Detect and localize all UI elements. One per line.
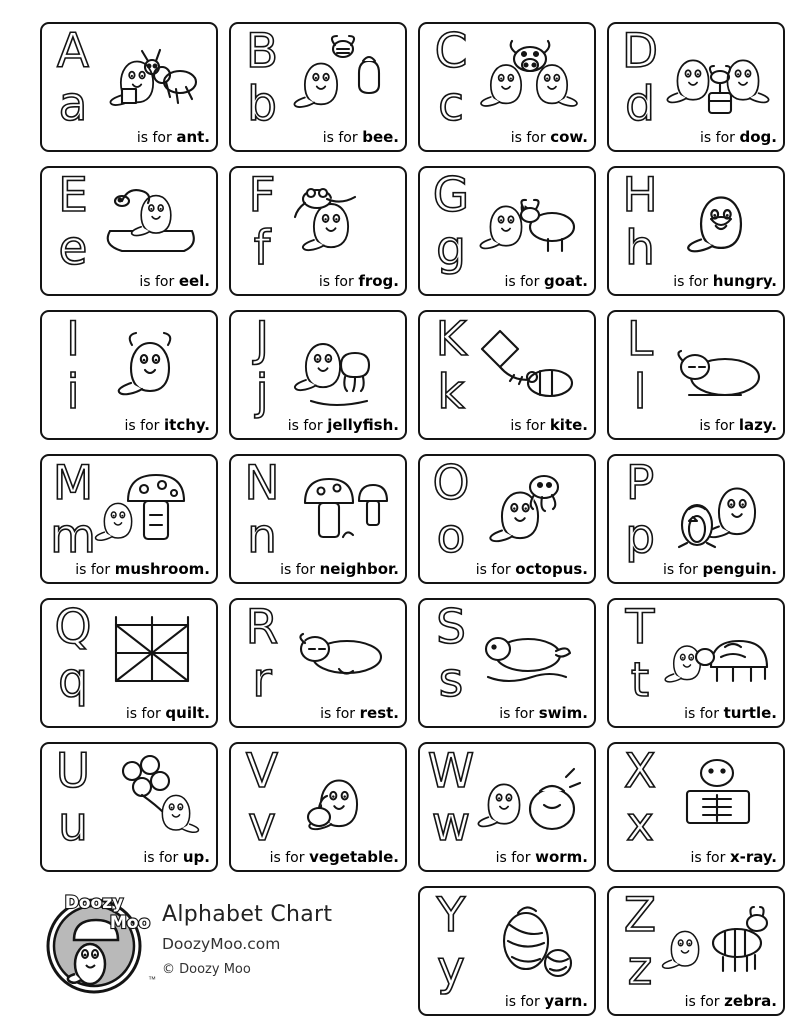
vegetable-illustration: [281, 747, 401, 847]
caption-word: vegetable.: [309, 848, 399, 866]
lowercase-letter: i: [66, 365, 80, 420]
alphabet-card-g: [418, 166, 596, 296]
card-caption: [613, 704, 777, 722]
alphabet-card-y: [418, 886, 596, 1016]
card-caption: [235, 704, 399, 722]
letter-pair: [50, 312, 96, 426]
caption-prefix: is for: [125, 706, 161, 722]
dog-illustration: [659, 27, 779, 127]
lowercase-letter: g: [436, 221, 466, 276]
uppercase-letter: M: [52, 456, 94, 511]
uppercase-letter: C: [434, 24, 468, 79]
yarn-illustration: [470, 891, 590, 991]
uppercase-letter: K: [435, 312, 467, 367]
uppercase-letter: G: [432, 168, 470, 223]
penguin-illustration: [659, 459, 779, 559]
alphabet-card-u: [40, 742, 218, 872]
doozy-moo-logo: [34, 882, 154, 1000]
caption-prefix: is for: [504, 274, 540, 290]
up-illustration: [92, 747, 212, 847]
caption-word: lazy.: [738, 416, 777, 434]
caption-prefix: is for: [510, 130, 546, 146]
mushroom-illustration: [92, 459, 212, 559]
lowercase-letter: k: [437, 365, 465, 420]
caption-word: penguin.: [702, 560, 777, 578]
alphabet-card-x: [607, 742, 785, 872]
xray-illustration: [659, 747, 779, 847]
card-caption: [46, 848, 210, 866]
card-caption: [424, 704, 588, 722]
caption-word: quilt.: [165, 704, 210, 722]
alphabet-card-a: [40, 22, 218, 152]
uppercase-letter: O: [432, 456, 470, 511]
caption-prefix: is for: [322, 130, 358, 146]
alphabet-card-f: [229, 166, 407, 296]
lowercase-letter: u: [58, 797, 88, 852]
card-caption: [235, 128, 399, 146]
alphabet-card-v: [229, 742, 407, 872]
uppercase-letter: E: [58, 168, 88, 223]
trademark-symbol: ™: [148, 975, 156, 984]
caption-word: jellyfish.: [327, 416, 399, 434]
caption-prefix: is for: [662, 562, 698, 578]
caption-word: turtle.: [723, 704, 777, 722]
caption-word: goat.: [543, 272, 588, 290]
octopus-illustration: [470, 459, 590, 559]
caption-word: eel.: [178, 272, 210, 290]
lowercase-letter: l: [633, 365, 647, 420]
card-caption: [424, 560, 588, 578]
alphabet-card-t: [607, 598, 785, 728]
card-caption: [613, 848, 777, 866]
caption-word: ant.: [176, 128, 210, 146]
caption-word: zebra.: [724, 992, 777, 1010]
uppercase-letter: A: [56, 24, 90, 79]
caption-prefix: is for: [287, 418, 323, 434]
caption-prefix: is for: [75, 562, 111, 578]
caption-prefix: is for: [139, 274, 175, 290]
lowercase-letter: v: [248, 797, 276, 852]
hungry-illustration: [659, 171, 779, 271]
letter-pair: [617, 456, 663, 570]
website-link[interactable]: DoozyMoo.com: [162, 935, 281, 953]
letter-pair: [617, 312, 663, 426]
letter-pair: [617, 600, 663, 714]
lowercase-letter: e: [58, 221, 88, 276]
alphabet-card-l: [607, 310, 785, 440]
caption-prefix: is for: [699, 418, 735, 434]
lowercase-letter: a: [58, 77, 88, 132]
svg-text:Moo: Moo: [109, 913, 151, 933]
letter-pair: [239, 312, 285, 426]
alphabet-card-p: [607, 454, 785, 584]
card-caption: [46, 128, 210, 146]
letter-pair: [50, 744, 96, 858]
caption-word: neighbor.: [319, 560, 399, 578]
letter-pair: [617, 744, 663, 858]
uppercase-letter: H: [622, 168, 658, 223]
zebra-illustration: [659, 891, 779, 991]
letter-pair: [50, 456, 96, 570]
ant-illustration: [92, 27, 212, 127]
lowercase-letter: b: [247, 77, 277, 132]
svg-text:Doozy: Doozy: [64, 893, 124, 913]
branding-block: [40, 886, 333, 1016]
caption-prefix: is for: [318, 274, 354, 290]
page-title: Alphabet Chart: [162, 902, 333, 927]
uppercase-letter: D: [621, 24, 659, 79]
lowercase-letter: h: [625, 221, 655, 276]
card-caption: [235, 848, 399, 866]
uppercase-letter: Q: [54, 600, 92, 655]
uppercase-letter: T: [625, 600, 655, 655]
uppercase-letter: L: [626, 312, 654, 367]
uppercase-letter: B: [245, 24, 279, 79]
alphabet-card-o: [418, 454, 596, 584]
lowercase-letter: n: [247, 509, 277, 564]
caption-prefix: is for: [684, 706, 719, 722]
card-caption: [424, 272, 588, 290]
caption-prefix: is for: [143, 850, 179, 866]
caption-prefix: is for: [673, 274, 709, 290]
caption-prefix: is for: [499, 706, 535, 722]
goat-illustration: [470, 171, 590, 271]
bee-illustration: [281, 27, 401, 127]
card-caption: [424, 992, 588, 1010]
alphabet-card-s: [418, 598, 596, 728]
caption-word: cow.: [550, 128, 588, 146]
uppercase-letter: X: [623, 744, 657, 799]
alphabet-card-c: [418, 22, 596, 152]
caption-word: itchy.: [164, 416, 210, 434]
letter-pair: [428, 312, 474, 426]
alphabet-card-n: [229, 454, 407, 584]
alphabet-card-h: [607, 166, 785, 296]
caption-word: frog.: [358, 272, 399, 290]
card-caption: [613, 128, 777, 146]
card-caption: [613, 992, 777, 1010]
letter-pair: [428, 600, 474, 714]
card-caption: [46, 272, 210, 290]
alphabet-card-w: [418, 742, 596, 872]
letter-pair: [50, 600, 96, 714]
card-caption: [613, 416, 777, 434]
letter-pair: [50, 24, 96, 138]
caption-word: worm.: [535, 848, 588, 866]
lowercase-letter: q: [58, 653, 88, 708]
caption-word: hungry.: [712, 272, 777, 290]
lowercase-letter: o: [436, 509, 466, 564]
caption-word: mushroom.: [114, 560, 210, 578]
kite-illustration: [470, 315, 590, 415]
caption-prefix: is for: [684, 994, 720, 1010]
caption-prefix: is for: [280, 562, 315, 578]
card-caption: [424, 848, 588, 866]
card-caption: [46, 416, 210, 434]
letter-pair: [239, 24, 285, 138]
letter-pair: [239, 168, 285, 282]
lowercase-letter: z: [627, 941, 653, 996]
letter-pair: [239, 456, 285, 570]
uppercase-letter: R: [245, 600, 279, 655]
frog-illustration: [281, 171, 401, 271]
alphabet-card-j: [229, 310, 407, 440]
card-caption: [613, 560, 777, 578]
alphabet-card-k: [418, 310, 596, 440]
caption-word: swim.: [538, 704, 588, 722]
lowercase-letter: w: [431, 797, 471, 852]
lowercase-letter: t: [630, 653, 650, 708]
caption-word: yarn.: [544, 992, 588, 1010]
alphabet-card-q: [40, 598, 218, 728]
lowercase-letter: m: [50, 509, 96, 564]
alphabet-card-grid: [40, 22, 782, 1021]
lowercase-letter: d: [625, 77, 655, 132]
uppercase-letter: N: [244, 456, 280, 511]
lowercase-letter: f: [253, 221, 271, 276]
card-caption: [613, 272, 777, 290]
lazy-illustration: [659, 315, 779, 415]
alphabet-card-d: [607, 22, 785, 152]
letter-pair: [428, 24, 474, 138]
caption-word: up.: [182, 848, 210, 866]
caption-word: bee.: [362, 128, 399, 146]
alphabet-card-z: [607, 886, 785, 1016]
letter-pair: [239, 600, 285, 714]
lowercase-letter: s: [438, 653, 464, 708]
card-caption: [424, 416, 588, 434]
caption-prefix: is for: [495, 850, 531, 866]
caption-prefix: is for: [124, 418, 160, 434]
letter-pair: [427, 744, 475, 858]
lowercase-letter: r: [252, 653, 272, 708]
letter-pair: [428, 888, 474, 1002]
card-caption: [235, 272, 399, 290]
caption-prefix: is for: [510, 418, 546, 434]
caption-prefix: is for: [700, 130, 735, 146]
alphabet-card-r: [229, 598, 407, 728]
uppercase-letter: P: [625, 456, 655, 511]
lowercase-letter: p: [625, 509, 655, 564]
caption-word: rest.: [359, 704, 399, 722]
neighbor-illustration: [281, 459, 401, 559]
lowercase-letter: c: [438, 77, 464, 132]
jellyfish-illustration: [281, 315, 401, 415]
cow-illustration: [470, 27, 590, 127]
eel-illustration: [92, 171, 212, 271]
letter-pair: [428, 168, 474, 282]
worm-illustration: [470, 747, 590, 847]
copyright-notice: © Doozy Moo: [162, 962, 251, 977]
rest-illustration: [281, 603, 401, 703]
card-caption: [235, 560, 399, 578]
itchy-illustration: [92, 315, 212, 415]
letter-pair: [617, 888, 663, 1002]
uppercase-letter: F: [248, 168, 276, 223]
uppercase-letter: Y: [436, 888, 466, 943]
caption-word: kite.: [549, 416, 588, 434]
uppercase-letter: W: [427, 744, 475, 799]
caption-prefix: is for: [690, 850, 726, 866]
swim-illustration: [470, 603, 590, 703]
letter-pair: [50, 168, 96, 282]
uppercase-letter: J: [255, 312, 269, 367]
lowercase-letter: x: [626, 797, 654, 852]
card-caption: [46, 704, 210, 722]
caption-word: dog.: [739, 128, 777, 146]
turtle-illustration: [659, 603, 779, 703]
caption-prefix: is for: [136, 130, 172, 146]
caption-word: octopus.: [515, 560, 588, 578]
alphabet-card-i: [40, 310, 218, 440]
letter-pair: [617, 24, 663, 138]
alphabet-card-m: [40, 454, 218, 584]
quilt-illustration: [92, 603, 212, 703]
caption-word: x-ray.: [729, 848, 777, 866]
uppercase-letter: Z: [623, 888, 657, 943]
letter-pair: [239, 744, 285, 858]
caption-prefix: is for: [269, 850, 305, 866]
lowercase-letter: j: [255, 365, 269, 420]
uppercase-letter: V: [245, 744, 279, 799]
card-caption: [424, 128, 588, 146]
lowercase-letter: y: [437, 941, 465, 996]
uppercase-letter: I: [66, 312, 80, 367]
caption-prefix: is for: [504, 994, 540, 1010]
caption-prefix: is for: [475, 562, 511, 578]
uppercase-letter: S: [436, 600, 466, 655]
letter-pair: [428, 456, 474, 570]
alphabet-card-e: [40, 166, 218, 296]
card-caption: [46, 560, 210, 578]
caption-prefix: is for: [320, 706, 356, 722]
card-caption: [235, 416, 399, 434]
uppercase-letter: U: [55, 744, 91, 799]
letter-pair: [617, 168, 663, 282]
alphabet-card-b: [229, 22, 407, 152]
